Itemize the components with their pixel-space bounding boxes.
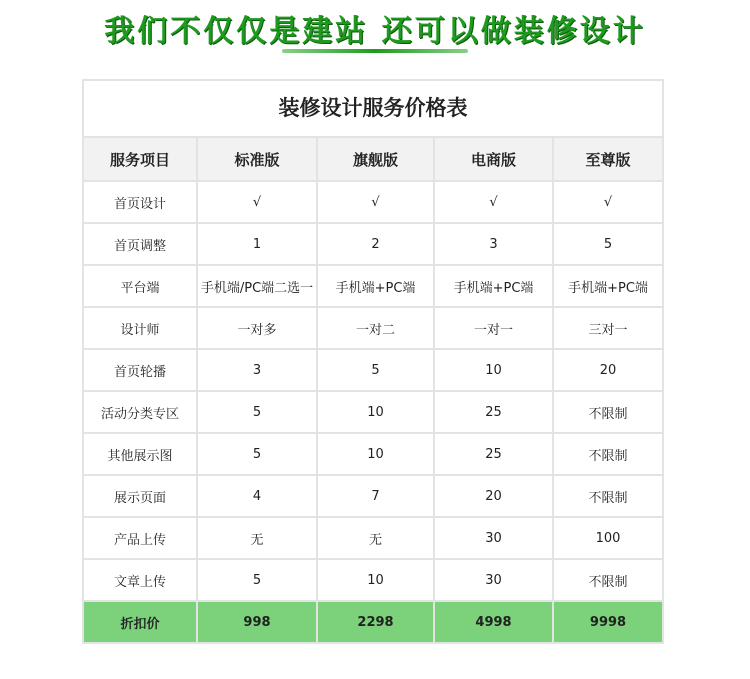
table-row <box>84 475 662 517</box>
table-cell: 25 <box>434 391 553 433</box>
table-cell: 一对一 <box>434 307 553 349</box>
table-cell: 30 <box>434 517 553 559</box>
table-cell: 5 <box>197 433 317 475</box>
row-label: 平台端 <box>84 265 197 307</box>
row-label: 首页轮播 <box>84 349 197 391</box>
table-cell: 一对二 <box>317 307 434 349</box>
table-cell: √ <box>197 181 317 223</box>
row-label: 其他展示图 <box>84 433 197 475</box>
table-row <box>84 517 662 559</box>
table-cell: 手机端+PC端 <box>553 265 662 307</box>
table-row <box>84 265 662 307</box>
price-table <box>82 79 664 644</box>
price-flagship: 2298 <box>317 601 434 642</box>
table-cell: 手机端/PC端二选一 <box>197 265 317 307</box>
price-grid <box>84 138 662 642</box>
table-cell: 4 <box>197 475 317 517</box>
row-label: 首页设计 <box>84 181 197 223</box>
table-cell: 不限制 <box>553 391 662 433</box>
table-cell: 三对一 <box>553 307 662 349</box>
row-label: 首页调整 <box>84 223 197 265</box>
row-label: 产品上传 <box>84 517 197 559</box>
table-cell: 20 <box>434 475 553 517</box>
table-cell: 5 <box>197 391 317 433</box>
table-cell: √ <box>317 181 434 223</box>
table-cell: 5 <box>553 223 662 265</box>
table-cell: 5 <box>317 349 434 391</box>
row-label: 活动分类专区 <box>84 391 197 433</box>
column-header-ecommerce: 电商版 <box>434 138 553 181</box>
table-cell: 3 <box>434 223 553 265</box>
column-header-flagship: 旗舰版 <box>317 138 434 181</box>
price-supreme: 9998 <box>553 601 662 642</box>
table-row <box>84 349 662 391</box>
table-cell: 不限制 <box>553 433 662 475</box>
header-row <box>84 138 662 181</box>
headline-underline <box>282 49 468 53</box>
table-row <box>84 433 662 475</box>
table-row <box>84 223 662 265</box>
table-cell: 不限制 <box>553 475 662 517</box>
table-cell: 100 <box>553 517 662 559</box>
headline: 我们不仅仅是建站 还可以做装修设计 <box>104 14 646 49</box>
table-cell: 一对多 <box>197 307 317 349</box>
price-row-label: 折扣价 <box>84 601 197 642</box>
table-cell: √ <box>553 181 662 223</box>
table-cell: 10 <box>317 433 434 475</box>
banner <box>0 0 750 60</box>
table-cell: 10 <box>434 349 553 391</box>
table-row <box>84 181 662 223</box>
table-cell: 无 <box>197 517 317 559</box>
table-cell: 10 <box>317 391 434 433</box>
row-label: 文章上传 <box>84 559 197 601</box>
table-cell: 1 <box>197 223 317 265</box>
table-row <box>84 307 662 349</box>
row-label: 展示页面 <box>84 475 197 517</box>
price-ecommerce: 4998 <box>434 601 553 642</box>
column-header-standard: 标准版 <box>197 138 317 181</box>
table-cell: 3 <box>197 349 317 391</box>
price-row <box>84 601 662 642</box>
table-title: 装修设计服务价格表 <box>84 81 662 138</box>
table-cell: 不限制 <box>553 559 662 601</box>
table-cell: 20 <box>553 349 662 391</box>
table-cell: 手机端+PC端 <box>317 265 434 307</box>
row-label: 设计师 <box>84 307 197 349</box>
table-cell: 无 <box>317 517 434 559</box>
table-cell: 5 <box>197 559 317 601</box>
table-cell: 30 <box>434 559 553 601</box>
table-cell: 10 <box>317 559 434 601</box>
table-cell: 25 <box>434 433 553 475</box>
table-row <box>84 391 662 433</box>
column-header-service: 服务项目 <box>84 138 197 181</box>
table-cell: 手机端+PC端 <box>434 265 553 307</box>
price-standard: 998 <box>197 601 317 642</box>
table-cell: 7 <box>317 475 434 517</box>
table-cell: 2 <box>317 223 434 265</box>
table-row <box>84 559 662 601</box>
table-cell: √ <box>434 181 553 223</box>
column-header-supreme: 至尊版 <box>553 138 662 181</box>
